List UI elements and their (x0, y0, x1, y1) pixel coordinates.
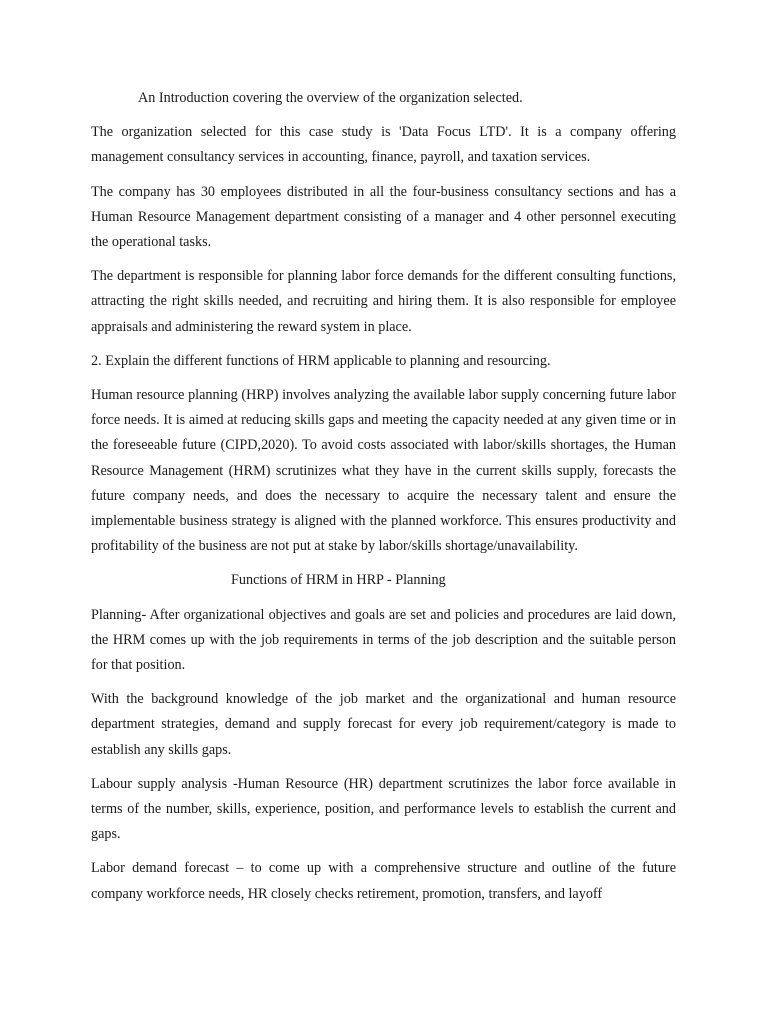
functions-paragraph-background: With the background knowledge of the job market and the organizational and human resource department strategies, demand and supply forecast for every job requirement/category is made to establish any skills gaps. (91, 691, 676, 758)
intro-heading: An Introduction covering the overview of the organization selected. (138, 90, 523, 106)
intro-paragraph-employees: The company has 30 employees distributed in all the four-business consultancy sections and has a Human Resource Management department consisting of a manager and 4 other personnel executing the operational tasks. (91, 183, 676, 251)
intro-paragraph-organization: The organization selected for this case study is 'Data Focus LTD'. It is a company offering management consultancy services in accounting, finance, payroll, and taxation services. (91, 124, 676, 166)
functions-paragraph-labor-demand: Labor demand forecast – to come up with a comprehensive structure and outline of the future company workforce needs, HR closely checks retirement, promotion, transfers, and layoff (91, 860, 676, 902)
functions-paragraph-labour-supply: Labour supply analysis -Human Resource (HR) department scrutinizes the labor force available in terms of the number, skills, experience, position, and performance levels to establish the current and gaps. (91, 775, 676, 843)
intro-paragraph-department: The department is responsible for planning labor force demands for the different consulting functions, attracting the right skills needed, and recruiting and hiring them. It is also responsible for employee appraisals and administering the reward system in place. (91, 268, 676, 335)
hrp-paragraph: Human resource planning (HRP) involves analyzing the available labor supply concerning future labor force needs. It is aimed at reducing skills gaps and meeting the capacity needed at any given time or in the foreseeable future (CIPD,2020). To avoid costs associated with labor/skills shortages, the Human Resource Management (HRM) scrutinizes what they have in the current skills supply, forecasts the future company needs, and does the necessary to acquire the necessary talent and ensure the implementable business strategy is aligned with the planned workforce. This ensures productivity and profitability of the business are not put at stake by labor/skills shortage/unavailability. (91, 387, 676, 555)
question-heading: 2. Explain the different functions of HRM applicable to planning and resourcing. (91, 352, 551, 369)
functions-heading: Functions of HRM in HRP - Planning (231, 572, 446, 589)
functions-paragraph-planning: Planning- After organizational objectives and goals are set and policies and procedures are laid down, the HRM comes up with the job requirements in terms of the job description and the suitable person for that position. (91, 606, 676, 674)
document-page (91, 86, 676, 916)
